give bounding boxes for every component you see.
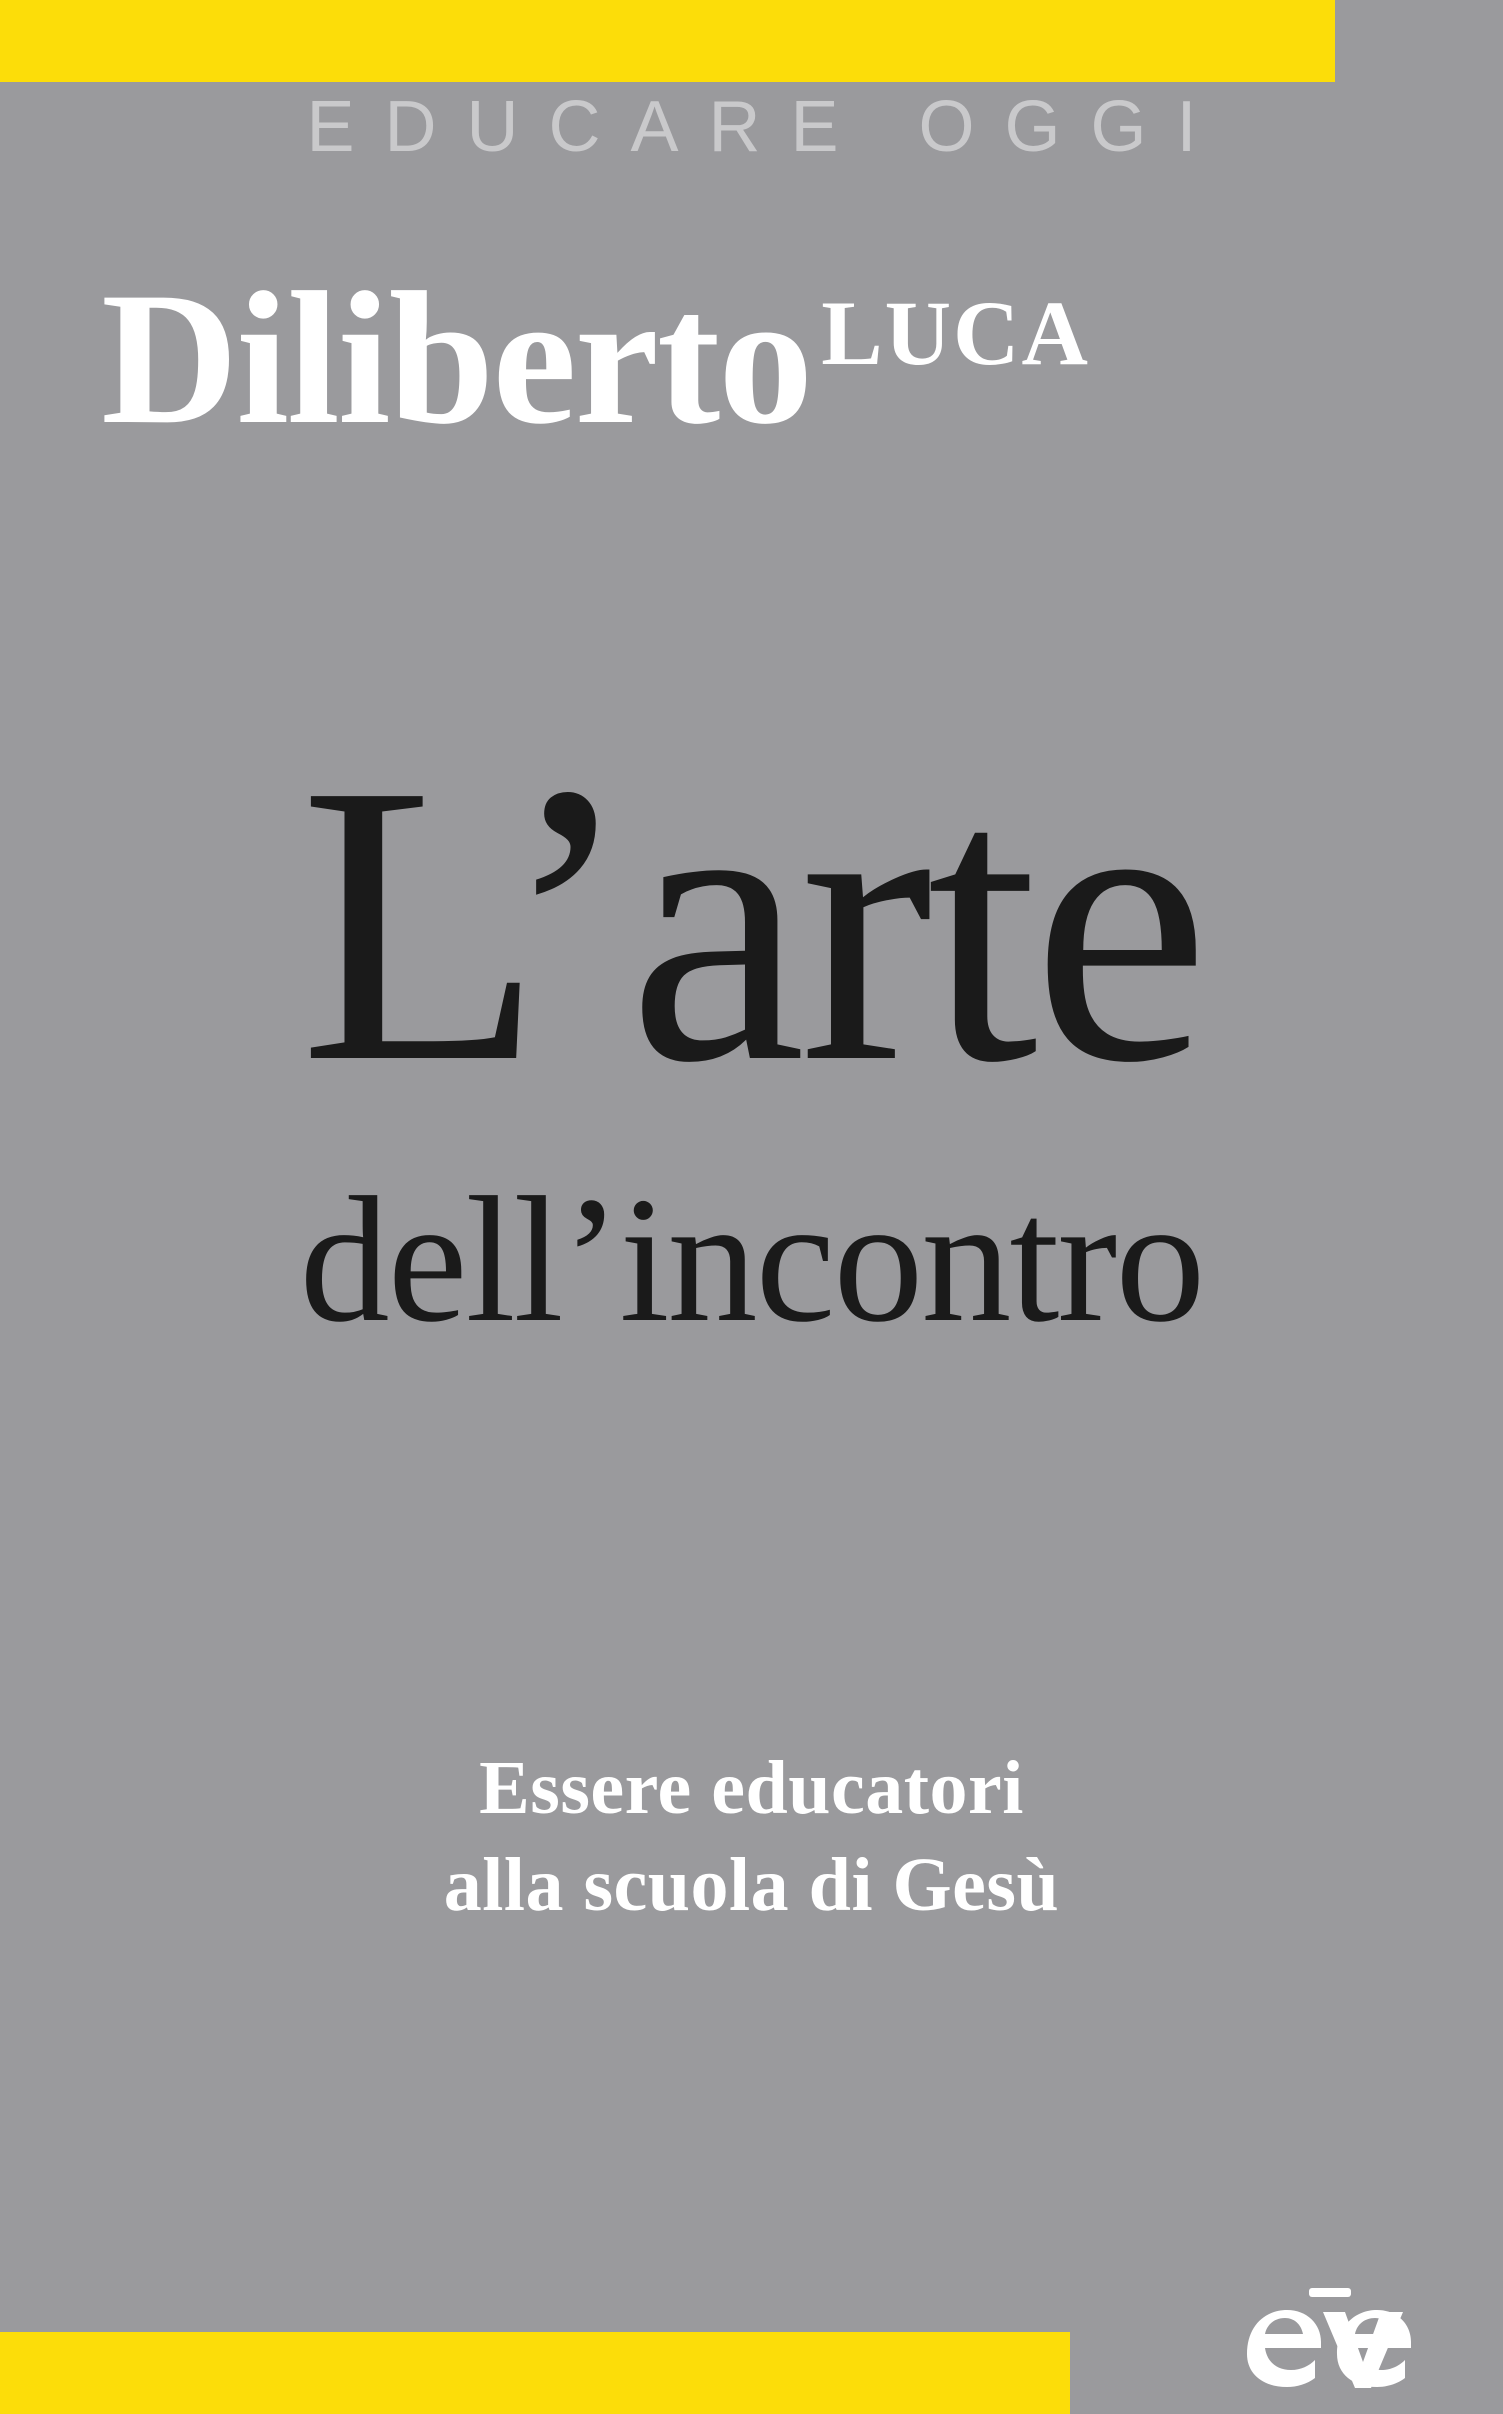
subtitle <box>0 1740 1503 1935</box>
publisher-logo-icon <box>1239 2276 1419 2396</box>
subtitle-line-2: alla scuola di Gesù <box>443 1843 1060 1928</box>
author-first-name: LUCA <box>821 282 1090 384</box>
bottom-yellow-band <box>0 2332 1070 2414</box>
author-name <box>0 250 1503 468</box>
top-band-gap <box>1335 0 1503 82</box>
subtitle-line-1: Essere educatori <box>479 1746 1024 1830</box>
series-title: EDUCARE OGGI <box>306 87 1227 167</box>
author-last-name: Diliberto <box>101 254 812 464</box>
title-line-2: dell’incontro <box>299 1160 1204 1359</box>
top-yellow-band <box>0 0 1335 82</box>
title-line-1: L’arte <box>299 702 1204 1145</box>
